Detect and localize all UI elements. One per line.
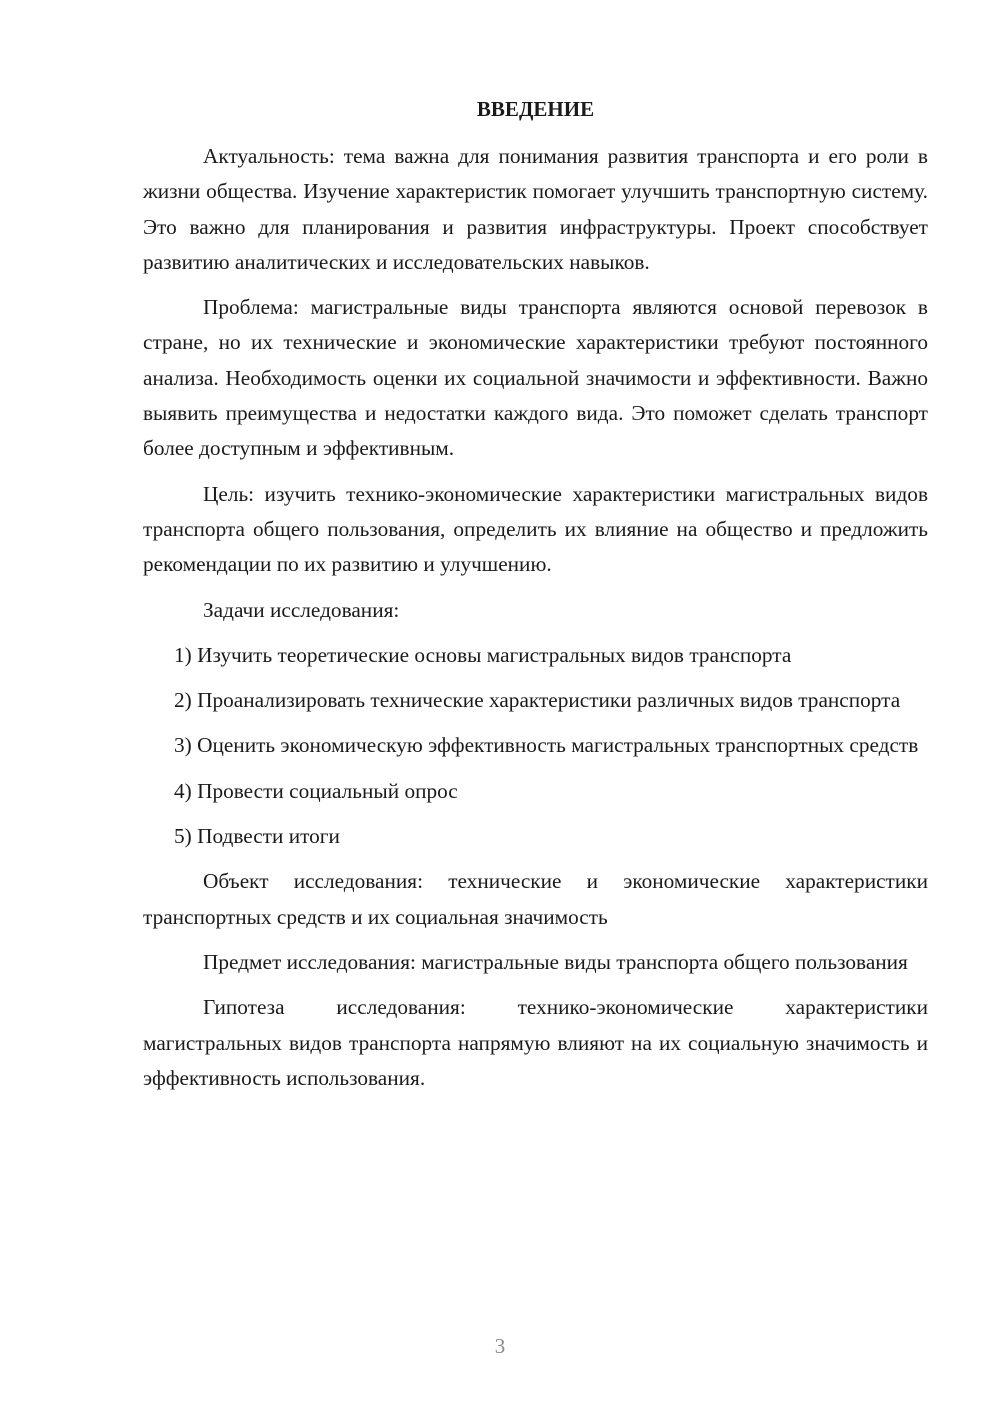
task-item-2: 2) Проанализировать технические характеристики различных видов транспорта <box>174 688 901 713</box>
task-item-5: 5) Подвести итоги <box>174 824 340 849</box>
page-number: 3 <box>494 1334 506 1358</box>
tasks-heading: Задачи исследования: <box>203 597 400 622</box>
paragraph-subject: Предмет исследования: магистральные виды транспорта общего пользования <box>203 949 908 974</box>
paragraph-problem: Проблема: магистральные виды транспорта являются основой перевозок в стране, но их технические и экономические характеристики требуют постоянного анализа. Необходимость оценки их социальной значимости и эффективности. Важно выявить преимущества и недостатки каждого вида. Это поможет сделать транспорт более доступным и эффективным. <box>143 295 928 461</box>
paragraph-object: Объект исследования: технические и экономические характеристики транспортных средств и их социальная значимость <box>143 869 928 929</box>
page-title: ВВЕДЕНИЕ <box>476 97 595 121</box>
document-page <box>143 92 928 1106</box>
paragraph-hypothesis: Гипотеза исследования: технико-экономические характеристики магистральных видов транспорта напрямую влияют на их социальную значимость и эффективность использования. <box>143 995 928 1090</box>
task-item-3: 3) Оценить экономическую эффективность магистральных транспортных средств <box>174 733 919 758</box>
task-item-4: 4) Провести социальный опрос <box>174 778 458 803</box>
task-item-1: 1) Изучить теоретические основы магистральных видов транспорта <box>174 642 792 667</box>
paragraph-goal: Цель: изучить технико-экономические характеристики магистральных видов транспорта общего пользования, определить их влияние на общество и предложить рекомендации по их развитию и улучшению. <box>143 481 928 577</box>
paragraph-relevance: Актуальность: тема важна для понимания развития транспорта и его роли в жизни общества. Изучение характеристик помогает улучшить транспортную систему. Это важно для планирования и развития инфраструктуры. Проект способствует развитию аналитических и исследовательских навыков. <box>143 144 928 274</box>
